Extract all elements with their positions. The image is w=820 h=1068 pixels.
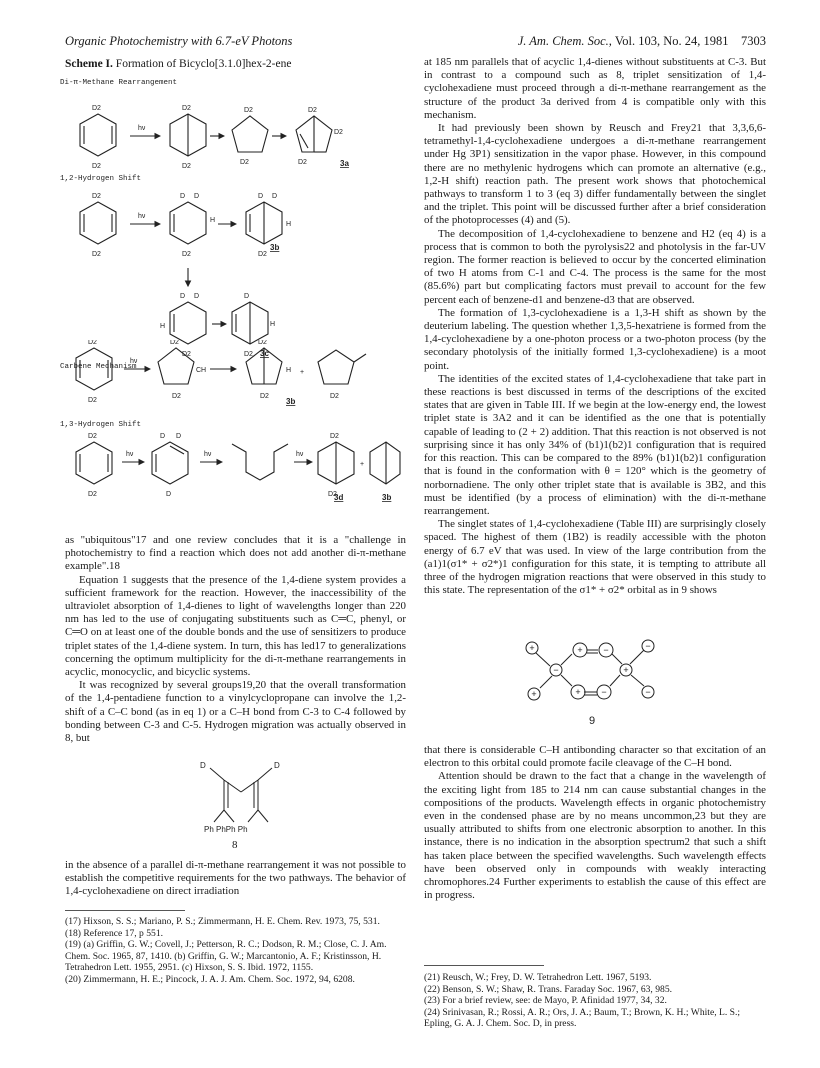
d-label: D [176,433,182,440]
cyclohexadiene-ring [76,348,112,390]
orbital-plus: + [577,645,583,655]
d2-label: D2 [92,251,101,258]
paragraph: The decomposition of 1,4-cyclohexadiene to benzene and H2 (eq 4) is a process that is common to both the pyrolysis22 and photolysis in the far-UV region. The former reaction is believed to occur by the concerted elimination of two H atoms from C-1 and C-4. The process is the same for the most (85.6%) part but complicating factors must prevail to account for the few percent each of benzene-d1 and benzene-d3 that are observed. [424,227,766,306]
compound-3b: 3b [270,243,280,252]
paragraph: Attention should be drawn to the fact that a change in the wavelength of the exciting light from 185 to 214 nm can cause substantial changes in the compositions of the products. Wavelength effects in organic photochemistry even in the condensed phase are by no means uncommon,23 but they are usually attributed to shifts from one electronic absorption to another. In this instance, there is no indication in the absorption spectrum2 that such a shift has taken place between the specified wavelengths. Such wavelength effects have been observed only in compounds with weakly interacting chromophores.24 Further experiments to establish the cause of this effect are in progress. [424,770,766,902]
hv-label: hν [204,451,212,458]
d-label: D [180,293,186,300]
right-column-body [424,56,766,597]
footnote: (21) Reusch, W.; Frey, D. W. Tetrahedron Lett. 1967, 5193. [424,972,652,983]
footnote: (19) (a) Griffin, G. W.; Covell, J.; Petterson, R. C.; Dodson, R. M.; Close, C. J. Am. Chem. Soc. 1965, 87, 1410. (b) Griffin, G. W.; Marcantonio, A. F.; Kristinsson, H. Tetrahedron Lett. 1955, 2951. (c) Hixson, S. S. Ibid. 1972, 1155. [65,939,387,973]
cyclohexadiene-ring [80,114,116,156]
d2-label: D2 [92,105,101,112]
compound-3c: 3c [260,349,269,358]
journal-volume: Vol. 103, No. 24, 1981 [614,34,729,48]
structure-9-number: 9 [588,715,596,727]
d-label: D [244,293,250,300]
d-label: D [272,193,278,200]
paragraph: at 185 nm parallels that of acyclic 1,4-dienes without substituents at C-3. But in contrast to a compound such as 8, triplet sensitization of 1,4-cyclohexadiene must proceed through a di-π-methane rearrangement as the structure of the product 3a derived from 4 is compatible only with this mechanism. [424,56,766,121]
d2-label: D2 [92,193,101,200]
d2-label: D2 [334,129,343,136]
intermediate-ring [170,302,206,344]
d-label: D [194,293,200,300]
orbital-minus: − [601,687,607,697]
d2-label: D2 [308,107,317,114]
d-label: D [274,761,280,770]
hv-label: hν [138,213,146,220]
footnote: (20) Zimmermann, H. E.; Pincock, J. A. J. Am. Chem. Soc. 1972, 94, 6208. [65,973,355,985]
d2-label: D2 [182,163,191,170]
d2-label: D2 [244,107,253,114]
orbital-plus: + [623,665,629,675]
h-label: H [210,217,216,224]
structure-8 [196,756,286,840]
left-footnotes [65,916,406,985]
d2-label: D2 [88,397,97,404]
paragraph: that there is considerable C–H antibonding character so that excitation of an electron to this orbital could promote facile cleavage of the C–H bond. [424,744,766,770]
d-label: D [258,193,264,200]
d-label: D [194,193,200,200]
hv-label: hν [130,358,138,365]
intermediate-ring [170,202,206,244]
orbital-plus: + [529,643,535,653]
paragraph: The formation of 1,3-cyclohexadiene is a 1,3-H shift as shown by the deuterium labeling. The question whether 1,3,5-hexatriene is formed from the 1,4-cyclohexadiene by a one-photon process or a two-photon process (by the secondary photolysis of the initially formed 1,3-cyclohexadiene) is a moot point. [424,306,766,372]
compound-3b: 3b [382,493,392,502]
d2-label: D2 [258,251,267,258]
orbital-plus: + [575,687,581,697]
left-column-body-continued [65,859,406,899]
methylenecyclopentene-ring [318,350,354,384]
paragraph: Equation 1 suggests that the presence of the 1,4-diene system provides a sufficient framework for the reaction. However, the inaccessibility of the ultraviolet absorption of 1,4-dienes to light of wavelengths longer than 220 nm has led to the use of conjugating substituents such as C═C, phenyl, or C═O on at least one of the double bonds and the use of sensitizers to produce triplet states of the 1,4-diene system. In turn, this has led17 to generalizations concerning the optimum multiplicity for the di-π-methane rearrangements in acyclic, monocyclic, and bicyclic systems. [65,573,406,679]
compound-3b: 3b [286,397,296,406]
cyclohexadiene-ring [80,202,116,244]
d2-label: D2 [240,159,249,166]
d2-label: D2 [298,159,307,166]
d2-label: D2 [258,340,267,346]
section-label-di-pi-methane: Di-π-Methane Rearrangement [60,79,178,87]
cyclopentene-ring [232,116,268,152]
paragraph: The singlet states of 1,4-cyclohexadiene (Table III) are surprisingly closely spaced. The highest of them (1B2) is readily accessible with the photon energy of 6.7 eV that was used. In view of the large contribution from the (a1)1(σ1* + σ2*)1 configuration for this state, it is tempting to attribute all three of the hydrogen migration reactions that were observed in this study to this state. The representation of the σ1* + σ2* orbital as in 9 shows [424,518,766,597]
d2-label: D2 [182,105,191,112]
d2-label: D2 [260,393,269,400]
ch-label: CH [196,367,207,374]
d2-label: D2 [88,433,97,440]
cyclohexadiene-ring [76,442,112,484]
orbital-diagram-9 [520,628,660,728]
footnote: (24) Srinivasan, R.; Rossi, A. R.; Ors, J. A.; Baum, T.; Brown, K. H.; White, L. S.; Epling, G. A. J. Chem. Soc. D, in press. [424,1006,741,1029]
d2-label: D2 [182,351,191,358]
d-label: D [166,491,172,498]
h-label: H [286,221,292,228]
bicyclohexene-ring [370,442,400,484]
hexatriene-chain [232,444,288,480]
paragraph: It was recognized by several groups19,20 that the overall transformation of the 1,4-pentadiene function to a vinylcyclopropane can involve the 1,2-shift of a C–C bond (as in eq 1) or a C–H bond from C-3 to C-4 followed by bonding between C-3 and C-5. Hydrogen migration was actually observed in 8, but [65,679,406,745]
d2-label: D2 [328,491,337,498]
footnote: (22) Benson, S. W.; Shaw, R. Trans. Faraday Soc. 1967, 63, 985. [424,983,673,995]
paragraph: as "ubiquitous"17 and one review concludes that it is a "challenge in photochemistry to find a reaction which does not add another di-π-methane example".18 [65,534,406,573]
d2-label: D2 [170,340,179,346]
section-label-1-3-h-shift: 1,3-Hydrogen Shift [60,421,142,429]
d2-label: D2 [330,393,339,400]
left-column-body [65,534,406,745]
orbital-minus: − [645,687,651,697]
carbene-ring [158,348,194,384]
h-label: H [286,367,292,374]
hv-label: hν [138,125,146,132]
orbital-minus: − [603,645,609,655]
right-footnotes [424,972,766,1030]
page-number: 7303 [741,34,766,48]
footnote-rule [424,965,544,966]
d-label: D [160,433,166,440]
running-header-title: Organic Photochemistry with 6.7-eV Photons [65,34,293,48]
structure-8-number: 8 [232,839,238,851]
plus-sign: + [360,461,365,468]
hv-label: hν [126,451,134,458]
footnote: (17) Hixson, S. S.; Mariano, P. S.; Zimmermann, H. E. Chem. Rev. 1973, 75, 531. [65,916,380,927]
scheme-title [65,58,291,70]
orbital-plus: + [531,689,537,699]
compound-3a: 3a [340,159,349,168]
d2-label: D2 [88,491,97,498]
h-label: H [160,323,166,330]
footnote-rule [65,910,185,911]
d-label: D [180,193,186,200]
d2-label: D2 [92,163,101,170]
paragraph: in the absence of a parallel di-π-methane rearrangement it was not possible to establish the competitive requirements for the two pathways. The behavior of 1,4-cyclohexadiene on direct irradiation [65,859,406,898]
d2-label: D2 [182,251,191,258]
footnote: (18) Reference 17, p 551. [65,927,164,939]
d2-label: D2 [244,351,253,358]
section-label-1-2-h-shift: 1,2-Hydrogen Shift [60,175,142,183]
plus-sign: + [300,369,305,376]
h-label: H [270,321,276,328]
scheme-figure-lower [60,340,405,520]
scheme-label: Scheme I. [65,58,113,70]
journal-name: J. Am. Chem. Soc., [517,34,612,48]
compound-3d: 3d [334,493,344,502]
d2-label: D2 [172,393,181,400]
right-column-body-continued [424,744,766,902]
d2-label: D2 [330,433,339,440]
section-label-carbene: Carbene Mechanism [60,363,137,371]
ph-labels: Ph PhPh Ph [204,825,248,834]
d2-label: D2 [88,340,97,346]
paragraph: The identities of the excited states of 1,4-cyclohexadiene that take part in these reactions is best discussed in terms of the descriptions of the excited states that are given in Table III. If we begin at the low-energy end, the lowest triplet state is 3A2 and it can be identified as the one that is potentially capable of leading to (2 + 2) addition. That this reaction is not observed is not surprising since it has only 34% of (b1)1(b2)1 configuration that is required for this reaction. This can be compared to the 89% (b1)1(b2)1 configuration that is found in the conformation with θ = 120° which is the geometry of norbornadiene. The only other triplet state that is available is 3B2, and this must be identified (by a process of elimination) with the di-π-methane rearrangement. [424,372,766,517]
orbital-minus: − [553,665,559,675]
scheme-caption: Formation of Bicyclo[3.1.0]hex-2-ene [115,58,292,70]
cyclohexadiene-13-ring [152,442,188,484]
paragraph: It had previously been shown by Reusch and Frey21 that 3,3,6,6-tetramethyl-1,4-cyclohexadiene undergoes a di-π-methane rearrangement under Hg 3P1) sensitization in the vapor phase. However, in this compound there are no methylenic hydrogens which can promote an alternative (e.g., 1,2-H shift) reaction path. The present work shows that photochemical pathways to transform 1 to 3 (eq 3) differ fundamentally between the singlet and the triplet. This point will be discussed further after a brief consideration of the photoprocesses (4) and (5). [424,122,766,227]
orbital-minus: − [645,641,651,651]
running-header-journal [518,34,766,49]
d-label: D [200,761,206,770]
footnote: (23) For a brief review, see: de Mayo, P. Afinidad 1977, 34, 32. [424,995,667,1006]
hv-label: hν [296,451,304,458]
